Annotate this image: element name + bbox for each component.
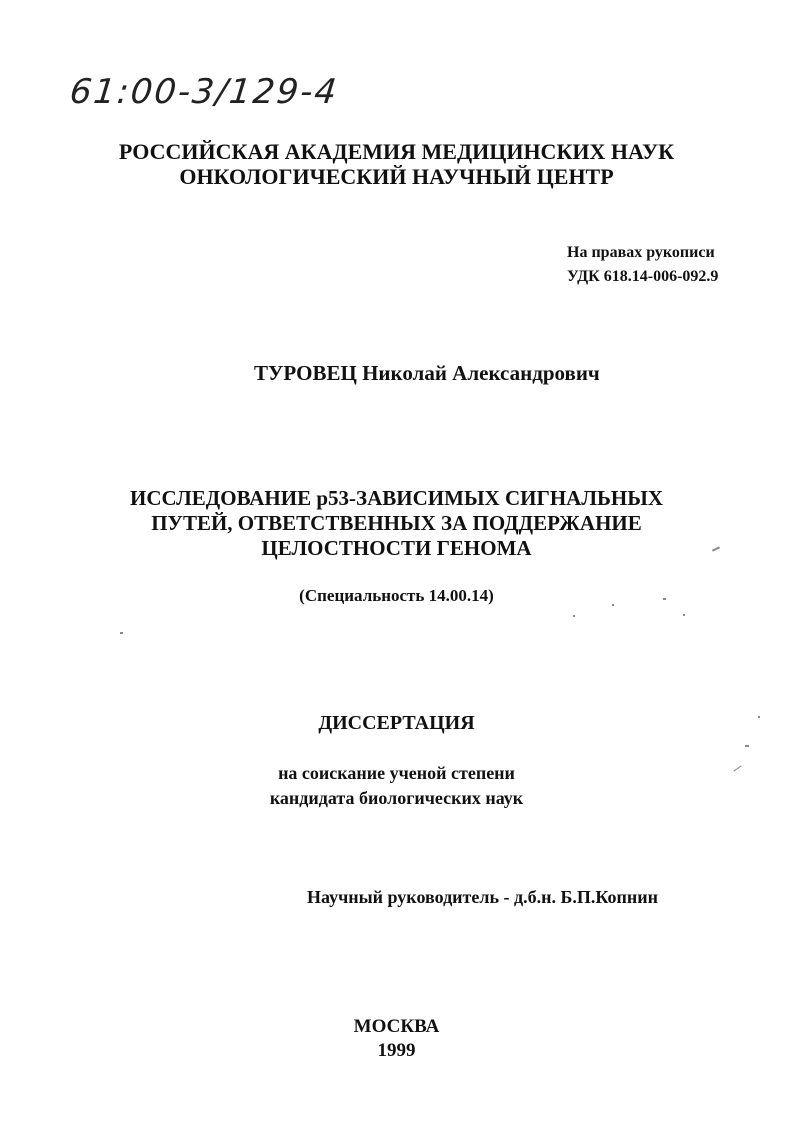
organization-line-1: РОССИЙСКАЯ АКАДЕМИЯ МЕДИЦИНСКИХ НАУК xyxy=(118,139,675,164)
degree-line-2: кандидата биологических наук xyxy=(269,788,524,808)
udc-code: УДК 618.14-006-092.9 xyxy=(567,268,719,285)
archive-number: 61:00-3/129-4 xyxy=(67,72,341,112)
title-line-2: ПУТЕЙ, ОТВЕТСТВЕННЫХ ЗА ПОДДЕРЖАНИЕ xyxy=(151,511,642,535)
work-type: ДИССЕРТАЦИЯ xyxy=(318,712,475,734)
scan-speck xyxy=(612,604,614,606)
scan-speck xyxy=(683,614,685,616)
title-line-1: ИССЛЕДОВАНИЕ p53-ЗАВИСИМЫХ СИГНАЛЬНЫХ xyxy=(130,486,663,510)
manuscript-rights: На правах рукописи xyxy=(567,244,715,261)
author-surname: ТУРОВЕЦ xyxy=(254,361,357,385)
supervisor: Научный руководитель - д.б.н. Б.П.Копнин xyxy=(307,887,659,907)
author-name xyxy=(254,361,600,386)
title-line-3: ЦЕЛОСТНОСТИ ГЕНОМА xyxy=(261,536,532,560)
specialty: (Специальность 14.00.14) xyxy=(299,586,494,605)
scan-speck xyxy=(758,716,760,718)
scan-speck xyxy=(663,598,666,600)
scan-speck xyxy=(120,632,123,634)
manuscript-block xyxy=(567,241,767,289)
organization-line-2: ОНКОЛОГИЧЕСКИЙ НАУЧНЫЙ ЦЕНТР xyxy=(179,164,614,189)
scan-speck xyxy=(745,745,749,747)
degree-line-1: на соискание ученой степени xyxy=(278,763,515,783)
scan-speck xyxy=(573,615,575,617)
author-given-names: Николай Александрович xyxy=(362,361,600,385)
city: МОСКВА xyxy=(353,1016,440,1037)
year: 1999 xyxy=(377,1040,416,1061)
